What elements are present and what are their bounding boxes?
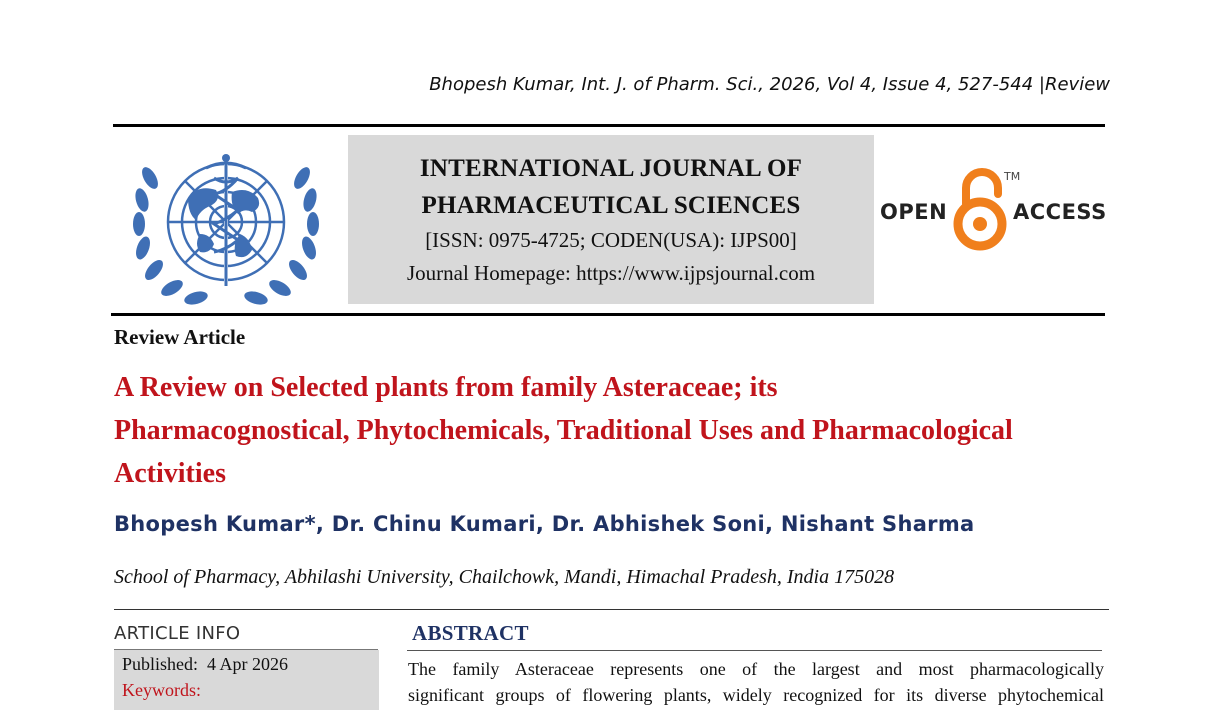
article-info-box bbox=[114, 650, 379, 710]
journal-name-line-1: INTERNATIONAL JOURNAL OF bbox=[419, 155, 803, 182]
abstract-text bbox=[408, 656, 1104, 708]
article-title: A Review on Selected plants from family Asteraceae; its Pharmacognostical, Phytochemicals, Traditional Uses and Pharmacological Activities bbox=[114, 372, 1013, 489]
published-date: 4 Apr 2026 bbox=[207, 654, 289, 674]
journal-logo bbox=[128, 138, 324, 306]
journal-title-box bbox=[348, 135, 874, 304]
abstract-line-2: significant groups of flowering plants, widely recognized for its diverse phytochemical bbox=[408, 685, 1104, 705]
header-bottom-rule bbox=[111, 313, 1105, 316]
published-label: Published: bbox=[122, 654, 199, 674]
article-authors: Bhopesh Kumar*, Dr. Chinu Kumari, Dr. Abhishek Soni, Nishant Sharma bbox=[114, 512, 975, 536]
running-header-citation: Bhopesh Kumar, Int. J. of Pharm. Sci., 2026, Vol 4, Issue 4, 527-544 |Review bbox=[429, 74, 1110, 95]
article-type-label: Review Article bbox=[114, 325, 246, 349]
abstract-heading: ABSTRACT bbox=[412, 621, 529, 645]
article-info-heading: ARTICLE INFO bbox=[114, 623, 241, 644]
affiliation-separator bbox=[114, 609, 1109, 610]
open-access-right-word: ACCESS bbox=[1013, 200, 1107, 224]
published-line bbox=[122, 654, 288, 675]
journal-homepage: Journal Homepage: https://www.ijpsjournal.com bbox=[406, 261, 816, 285]
author-affiliation: School of Pharmacy, Abhilashi University, Chailchowk, Mandi, Himachal Pradesh, India 175028 bbox=[114, 566, 895, 588]
open-lock-icon bbox=[952, 164, 1012, 254]
journal-issn: [ISSN: 0975-4725; CODEN(USA): IJPS00] bbox=[425, 228, 797, 252]
header-top-rule bbox=[113, 124, 1105, 127]
open-access-left-word: OPEN bbox=[880, 200, 948, 224]
abstract-line-1: The family Asteraceae represents one of the largest and most pharmacologically bbox=[408, 659, 1104, 679]
trademark-mark: TM bbox=[1004, 170, 1021, 183]
journal-name-line-2: PHARMACEUTICAL SCIENCES bbox=[421, 192, 801, 219]
caduceus-globe-laurel-logo bbox=[128, 138, 324, 306]
open-access-logo bbox=[880, 164, 1108, 254]
keywords-label: Keywords: bbox=[122, 680, 201, 700]
abstract-rule bbox=[407, 650, 1102, 651]
